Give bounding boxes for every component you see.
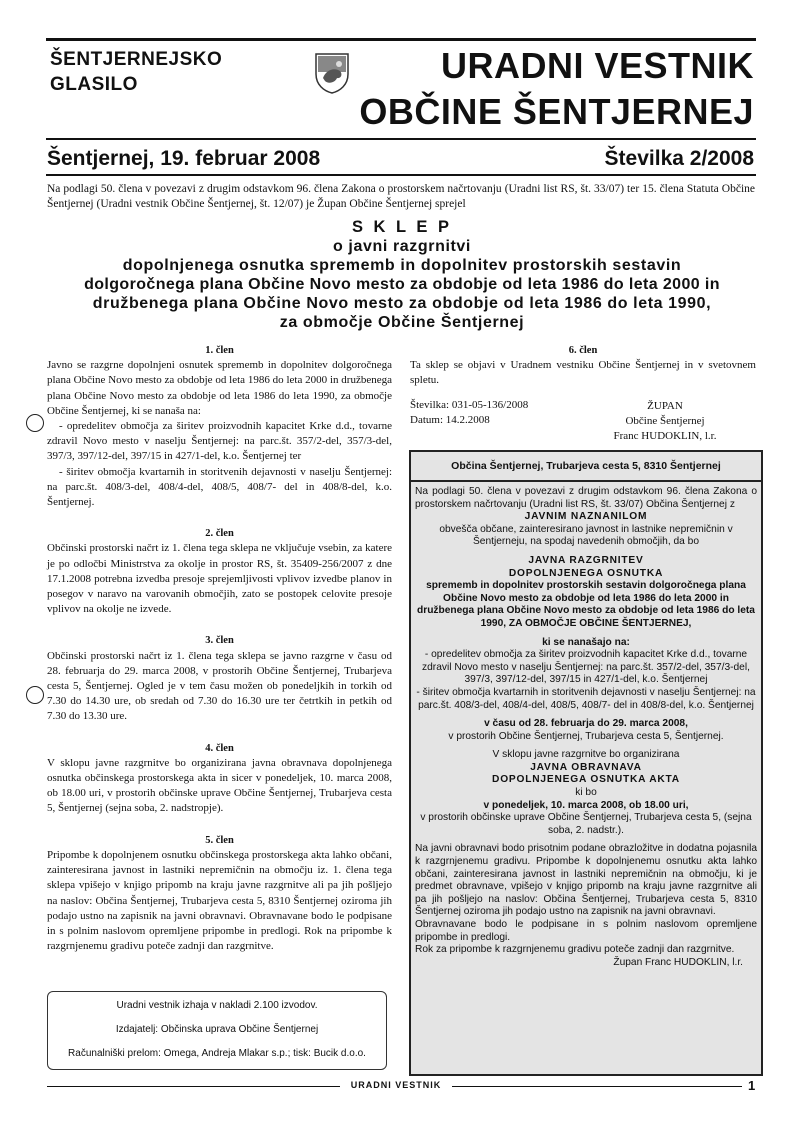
decision-heading: [47, 218, 757, 332]
punch-hole: [26, 686, 44, 704]
imprint-circulation: Uradni vestnik izhaja v nakladi 2.100 izvodov.: [116, 1000, 318, 1011]
clause-6-text: Ta sklep se objavi v Uradnem vestniku Občine Šentjernej in v svetovnem spletu.: [410, 359, 756, 387]
masthead-title-1: URADNI VESTNIK: [440, 45, 754, 86]
signature-block: [590, 399, 740, 444]
heading-line-6: za območje Občine Šentjernej: [279, 314, 525, 331]
notice-deadline: Rok za pripombe k razgrnjenemu gradivu poteče zadnji dan razgrnitve.: [415, 944, 735, 956]
imprint-print: Računalniški prelom: Omega, Andreja Mlakar s.p.; tisk: Bucik d.o.o.: [68, 1048, 366, 1059]
footer-rule-right: [452, 1086, 742, 1087]
clause-1-title: 1. člen: [205, 345, 234, 356]
signature-name: Franc HUDOKLIN, l.r.: [613, 430, 717, 442]
notice-inform: obvešča občane, zainteresirano javnost in lastnike nepremičnin v Šentjerneju, na spodaj navedenih območjih, da bo: [439, 523, 733, 548]
right-column: [410, 343, 756, 389]
heading-line-5: družbenega plana Občine Novo mesto za obdobje od leta 1986 do leta 1990,: [92, 295, 712, 312]
notice-heading-naznanilo: JAVNIM NAZNANILOM: [524, 511, 648, 523]
imprint-box: [47, 991, 387, 1070]
clause-6-title: 6. člen: [568, 345, 598, 356]
notice-heading-obravnava: JAVNA OBRAVNAVA: [530, 761, 642, 773]
notice-signature: Župan Franc HUDOKLIN, l.r.: [613, 956, 743, 968]
brand-line-1: ŠENTJERNEJSKO: [50, 49, 223, 70]
clause-1-text: Javno se razgrne dopolnjeni osnutek sprememb in dopolnitev dolgoročnega plana Občine Novo mesto za obdobje od leta 1986 do leta 2000 in družbenega plana Občine Novo mesto za obdobje od leta 1986 do leta 1990, za območje Občine Šentjernej, ki se nanaša na:: [47, 359, 392, 417]
notice-item-1: - opredelitev območja za širitev proizvodnih kapacitet Krke d.d., tovarne zdravil Novo mesto v naselju Šentjernej: na parc.št. 357/2-del, 357/3-del, 397/3, 397/12-del, 397/15 in 427/1-del, k.o. Šentjernej: [422, 649, 750, 686]
notice-signed-only: Obravnavane bodo le podpisane in s polnim naslovom opremljene pripombe in predlogi.: [415, 919, 757, 943]
notice-hearing-location: v prostorih občinske uprave Občine Šentjernej, Trubarjeva cesta 5, (sejna soba, 2. nadstr.).: [420, 812, 752, 836]
notice-heading-akt: DOPOLNJENEGA OSNUTKA AKTA: [492, 774, 680, 786]
left-column: [47, 343, 392, 954]
document-date: Datum: 14.2.2008: [410, 414, 490, 426]
heading-line-3: dopolnjenega osnutka sprememb in dopolnitev prostorskih sestavin: [122, 257, 682, 274]
clause-5-text: Pripombe k dopolnjenem osnutku občinskega prostorskega akta lahko občani, zainteresirana javnost in lastniki nepremičnin na območju iz. 1. člena tega sklepa vpišejo v knjigo pripomb na kraju javne razgrnitve ali pa jih pošljejo na naslov: Občina Šentjernej, Trubarjeva cesta 5, 8310 Šentjernej oziroma jih podajo ustno na zapisnik na javni obravnavi. Obravnavane bodo le podpisane in s polnim naslovom opremljene pripombe in predlogi. Rok na pripombe k razgrnjenemu gradivu poteče zadnji dan razgrnitve.: [47, 848, 392, 953]
clause-2-text: Občinski prostorski načrt iz 1. člena tega sklepa ne vključuje vsebin, za katere je po odločbi Ministrstva za okolje in prostor RS, št. 35409-256/2007 z dne 17.1.2008 potrebna izvedba presoje sprejemljivosti vplivov izvedbe planov in posegov v naravo na varovanih območjih, zato se postopek celovite presoje vplivov na okolje ne izvede.: [47, 542, 392, 616]
clause-5-title: 5. člen: [205, 834, 234, 846]
public-notice-box: [409, 450, 763, 1076]
footer-rule-left: [47, 1086, 340, 1087]
notice-explanation: Na javni obravnavi bodo prisotnim podane obrazložitve in dodatna pojasnila k razgrnjenemu gradivu. Pripombe k dopolnjenemu osnutku akta lahko občani, zainteresirana javnost in lastniki nepremičnin na območju, ki je predmet obravnave, vpišejo v knjigo pripomb na kraju javne razgrnitve ali pa jih pošljejo na naslov: Občina Šentjernej, Trubarjeva cesta 5, 8310 Šentjernej oziroma jih podajo ustno na zapisnik na javni obravnavi.: [415, 843, 757, 918]
heading-sklep: S K L E P: [351, 218, 453, 236]
clause-3-title: 3. člen: [205, 635, 234, 647]
punch-hole: [26, 414, 44, 432]
clause-4-text: V sklopu javne razgrnitve bo organizirana javna obravnava dopolnjenega osnutka občinskega prostorskega akta in sicer v ponedeljek, 10. marca 2008, ob 18.00 uri, v prostorih občinske uprave Občine Šentjernej, Trubarjeva cesta 5, Šentjernej (sejna soba, 2. nadstropje).: [47, 756, 392, 815]
document-number: Številka: 031-05-136/2008: [410, 399, 529, 411]
notice-location: v prostorih Občine Šentjernej, Trubarjeva cesta 5, Šentjernej.: [448, 730, 724, 742]
heading-line-4: dolgoročnega plana Občine Novo mesto za obdobje od leta 1986 do leta 2000 in: [84, 276, 720, 293]
notice-title: Občina Šentjernej, Trubarjeva cesta 5, 8310 Šentjernej: [411, 452, 761, 482]
notice-hearing-intro: V sklopu javne razgrnitve bo organizirana: [492, 749, 680, 761]
notice-intro: Na podlagi 50. člena v povezavi z drugim odstavkom 96. člena Zakona o prostorskem načrtovanju (Uradni list RS, št. 33/07) Občina Šentjernej z: [415, 486, 757, 510]
imprint-publisher: Izdajatelj: Občinska uprava Občine Šentjernej: [115, 1024, 319, 1035]
clause-2-title: 2. člen: [205, 528, 234, 540]
intro-paragraph: Na podlagi 50. člena v povezavi z drugim odstavkom 96. člena Zakona o prostorskem načrtovanju (Uradni list RS, št. 33/07) ter 15. člena Statuta Občine Šentjernej (Uradni vestnik Občine Šentjernej, št. 12/07) je Župan Občine Šentjernej sprejel: [47, 183, 755, 210]
header-top-rule: [46, 38, 756, 41]
heading-line-2: o javni razgrnitvi: [333, 238, 471, 255]
footer-label: URADNI VESTNIK: [350, 1080, 442, 1090]
notice-ki-bo: ki bo: [575, 787, 597, 799]
municipal-crest-icon: [314, 52, 350, 94]
notice-body: [415, 486, 757, 969]
signature-org: Občine Šentjernej: [625, 415, 705, 427]
issue-number: Številka 2/2008: [604, 147, 754, 170]
notice-subject-heading: ki se nanašajo na:: [542, 636, 630, 648]
page-number: 1: [748, 1078, 756, 1093]
brand-line-2: GLASILO: [50, 74, 138, 95]
notice-heading-osnutek: DOPOLNJENEGA OSNUTKA: [508, 567, 664, 579]
clause-4-title: 4. člen: [205, 742, 234, 754]
clause-1-item-1: - opredelitev območja za širitev proizvodnih kapacitet Krke d.d., tovarne zdravil Novo mesto v naselju Šentjernej: na parc.št. 357/2-del, 357/3-del, 397/3, 397/12-del, 397/15 in 427/1-del, k.o. Šentjernej ter: [47, 420, 392, 463]
notice-period: v času od 28. februarja do 29. marca 2008,: [484, 718, 688, 730]
clause-3-text: Občinski prostorski načrt iz 1. člena tega sklepa se javno razgrne v času od 28. februarja do 29. marca 2008, v prostorih Občine Šentjernej, Trubarjeva cesta 5, Šentjernej. Ogled je v tem času možen ob ponedeljkih in torkih od 7.30 do 14.30 ure, ob sredah od 7.30 do 16.30 ure ter četrtkih in petkih od 7.30 do 13.30 ure.: [47, 649, 392, 723]
header-rule: [46, 138, 756, 140]
header-bottom-rule: [46, 174, 756, 176]
signature-role: ŽUPAN: [647, 400, 683, 412]
masthead-title-2: OBČINE ŠENTJERNEJ: [359, 91, 754, 132]
notice-item-2: - širitev območja kvartarnih in storitvenih dejavnosti v naselju Šentjernej: na parc.št. 408/3-del, 408/4-del, 408/5, 408/7- del in 408/8-del, k.o. Šentjernej: [416, 686, 756, 711]
notice-plan-title: sprememb in dopolnitev prostorskih sestavin dolgoročnega plana Občine Novo mesto za obdobje od leta 1986 do leta 2000 in družbenega plana Občine Novo mesto za obdobje od leta 1986 do leta 1990, ZA OBMOČJE OBČINE ŠENTJERNEJ,: [417, 580, 755, 629]
clause-1-item-2: - širitev območja kvartarnih in storitvenih dejavnosti v naselju Šentjernej: na parc.št. 408/3-del, 408/4-del, 408/5, 408/7- del in 408/8-del, k.o. Šentjernej.: [47, 465, 392, 509]
issue-date: Šentjernej, 19. februar 2008: [47, 147, 321, 170]
notice-heading-razgrnitev: JAVNA RAZGRNITEV: [528, 554, 644, 566]
notice-hearing-date: v ponedeljek, 10. marca 2008, ob 18.00 uri,: [483, 799, 689, 811]
